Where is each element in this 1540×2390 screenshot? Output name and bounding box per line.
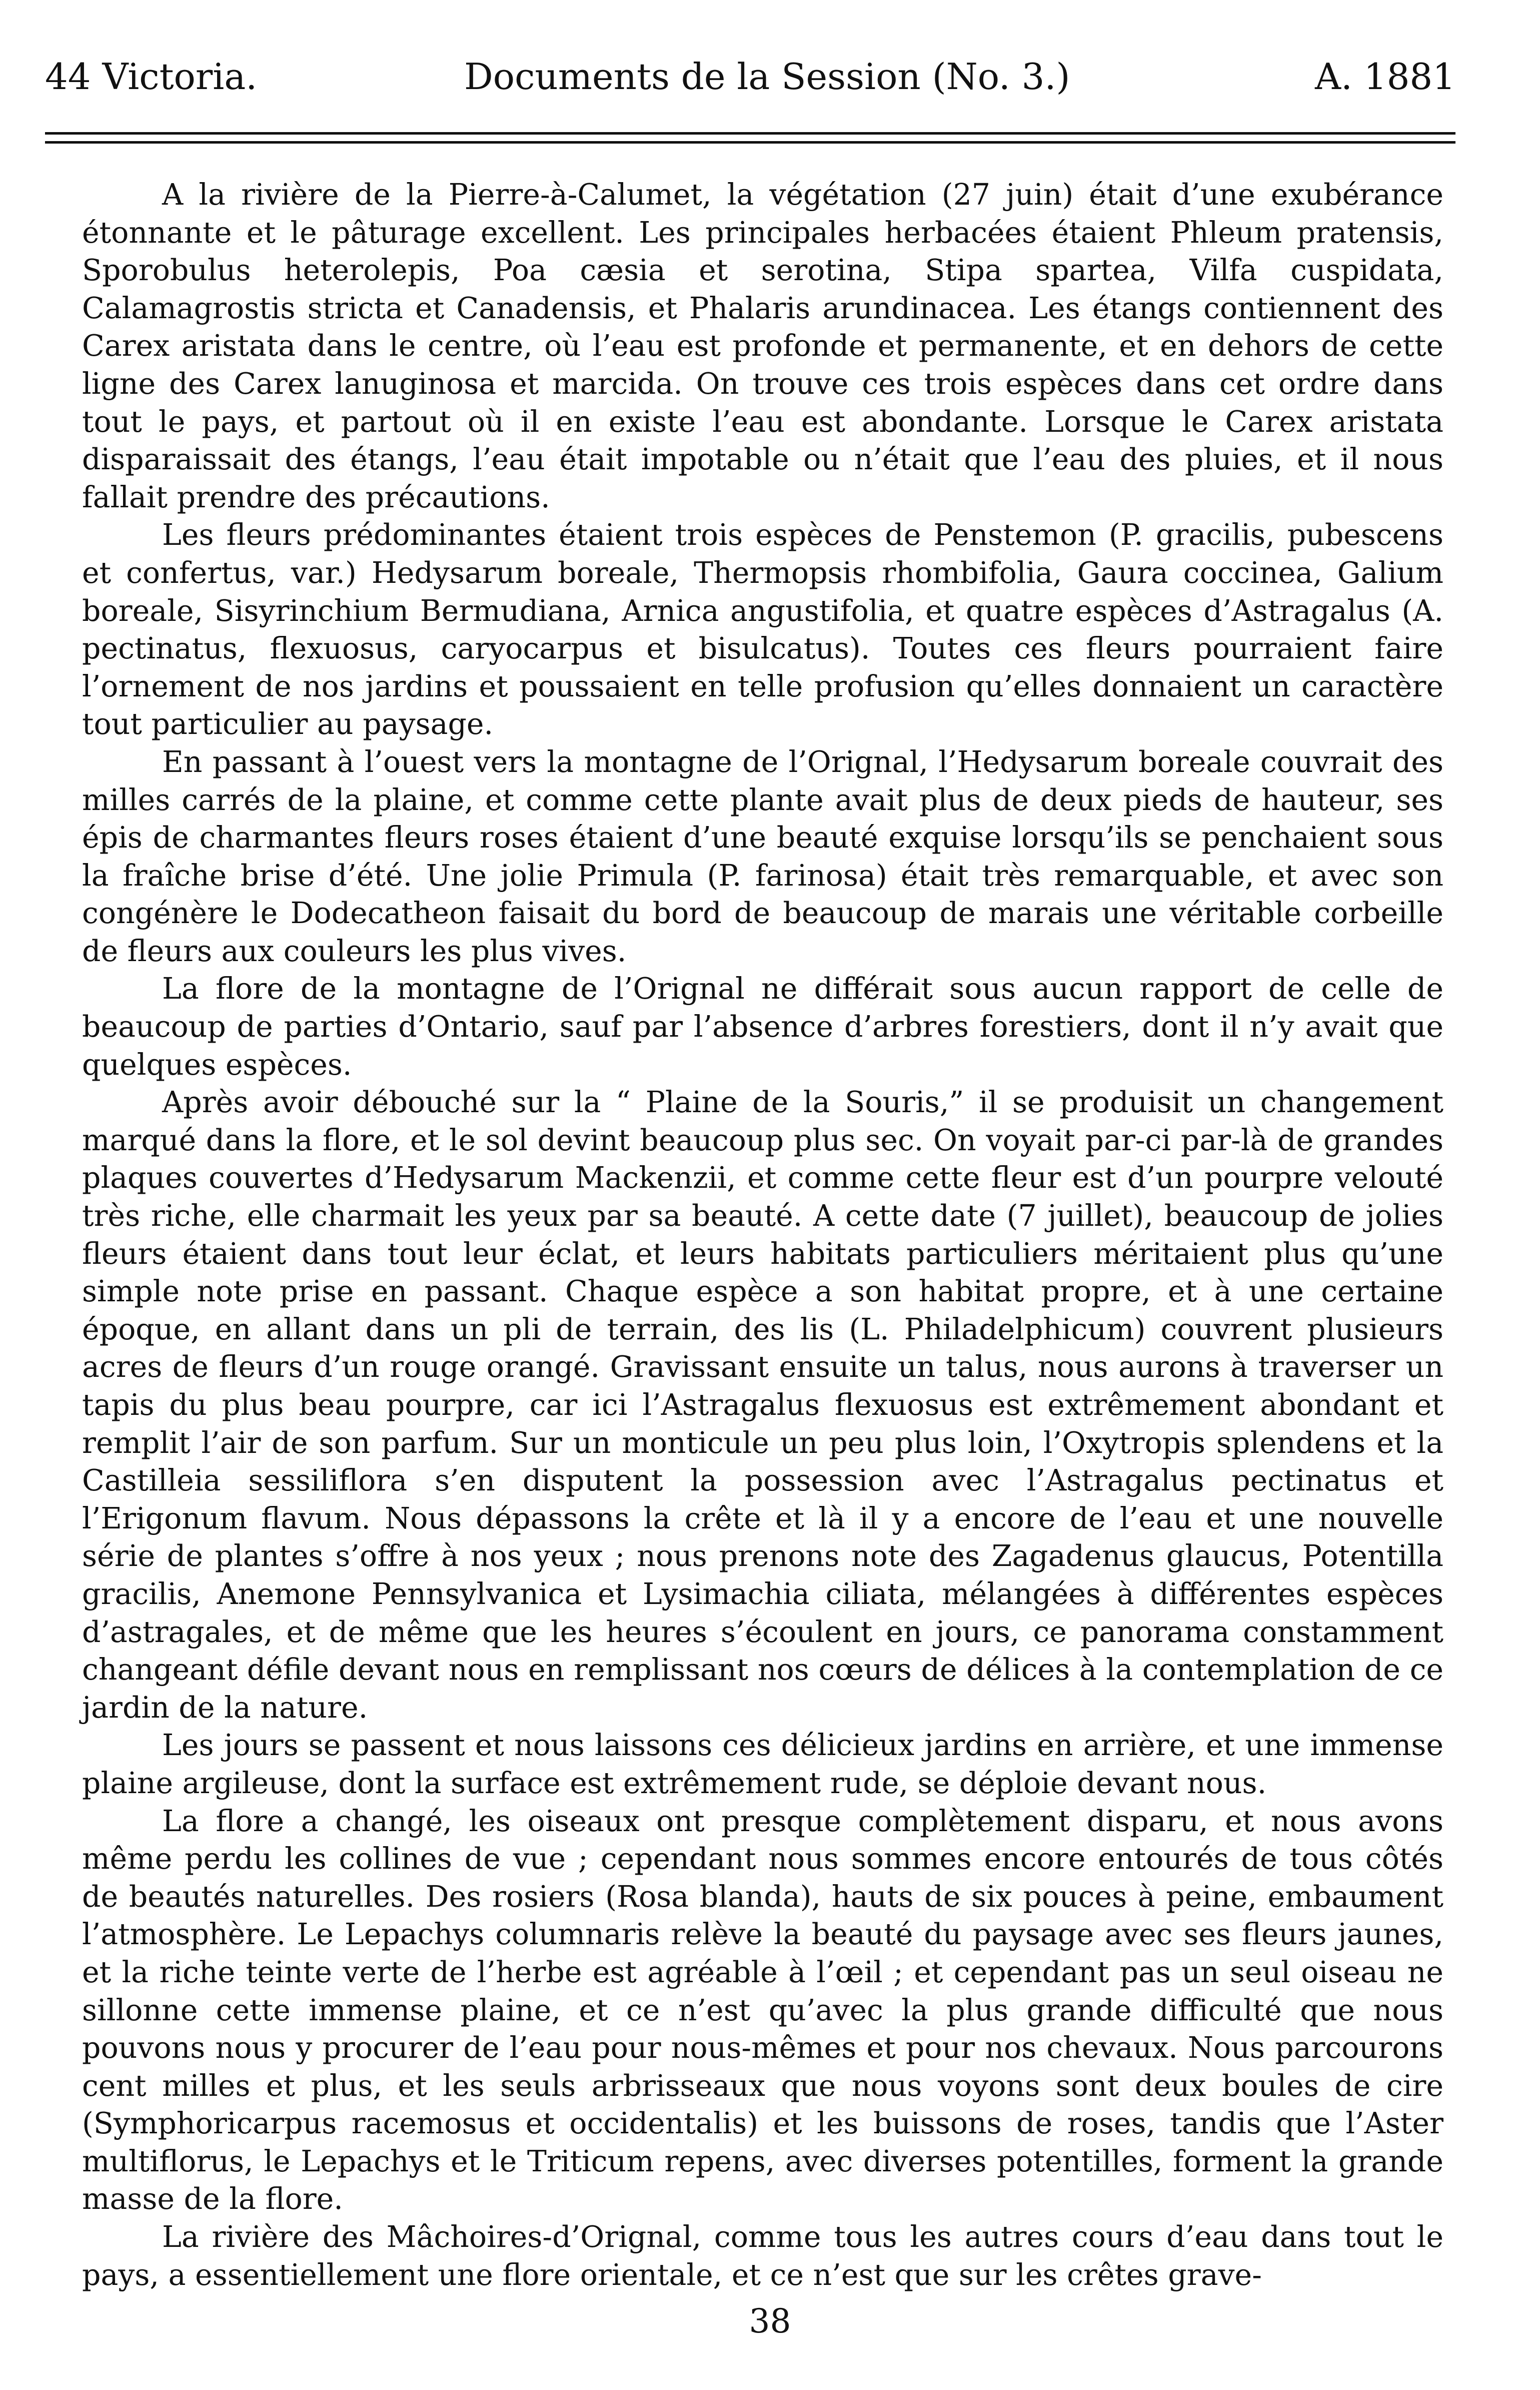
paragraph: La flore de la montagne de l’Orignal ne différait sous aucun rapport de celle de beaucoup de parties d’Ontario, sauf par l’absence d’arbres forestiers, dont il n’y avait que quelques espèces. (82, 972, 1443, 1082)
paragraph: Les fleurs prédominantes étaient trois espèces de Penstemon (P. gracilis, pubescens et confertus, var.) Hedysarum boreale, Thermopsis rhombifolia, Gaura coccinea, Galium boreale, Sisyrinchium Bermudiana, Arnica angustifolia, et quatre espèces d’Astragalus (A. pectinatus, flexuosus, caryocarpus et bisulcatus). Toutes ces fleurs pourraient faire l’ornement de nos jardins et poussaient en telle profusion qu’elles donnaient un caractère tout particulier au paysage. (82, 518, 1443, 741)
page-number: 38 (749, 2302, 791, 2340)
running-header (45, 54, 1455, 99)
body-text (82, 176, 1443, 2294)
paragraph: La rivière des Mâchoires-d’Orignal, comme tous les autres cours d’eau dans tout le pays, a essentiellement une flore orientale, et ce n’est que sur les crêtes grave- (82, 2220, 1443, 2292)
header-session-year: 44 Victoria. (45, 56, 258, 98)
header-rule-bottom (45, 141, 1455, 144)
paragraph: Les jours se passent et nous laissons ces délicieux jardins en arrière, et une immense plaine argileuse, dont la surface est extrêmement rude, se déploie devant nous. (82, 1728, 1443, 1800)
header-year: A. 1881 (1314, 56, 1455, 98)
paragraph: La flore a changé, les oiseaux ont presque complètement disparu, et nous avons même perdu les collines de vue ; cependant nous sommes encore entourés de tous côtés de beautés naturelles. Des rosiers (Rosa blanda), hauts de six pouces à peine, embaument l’atmosphère. Le Lepachys columnaris relève la beauté du paysage avec ses fleurs jaunes, et la riche teinte verte de l’herbe est agréable à l’œil ; et cependant pas un seul oiseau ne sillonne cette immense plaine, et ce n’est qu’avec la plus grande difficulté que nous pouvons nous y procurer de l’eau pour nous-mêmes et pour nos chevaux. Nous parcourons cent milles et plus, et les seuls arbrisseaux que nous voyons sont deux boules de cire (Symphoricarpus racemosus et occidentalis) et les buissons de roses, tandis que l’Aster multiflorus, le Lepachys et le Triticum repens, avec diverses potentilles, forment la grande masse de la flore. (82, 1804, 1443, 2216)
paragraph: A la rivière de la Pierre-à-Calumet, la végétation (27 juin) était d’une exubérance étonnante et le pâturage excellent. Les principales herbacées étaient Phleum pratensis, Sporobulus heterolepis, Poa cæsia et serotina, Stipa spartea, Vilfa cuspidata, Calamagrostis stricta et Canadensis, et Phalaris arundinacea. Les étangs contiennent des Carex aristata dans le centre, où l’eau est profonde et permanente, et en dehors de cette ligne des Carex lanuginosa et marcida. On trouve ces trois espèces dans cet ordre dans tout le pays, et partout où il en existe l’eau est abondante. Lorsque le Carex aristata disparaissait des étangs, l’eau était impotable ou n’était que l’eau des pluies, et il nous fallait prendre des précautions. (82, 178, 1443, 514)
paragraph: Après avoir débouché sur la “ Plaine de la Souris,” il se produisit un changement marqué dans la flore, et le sol devint beaucoup plus sec. On voyait par-ci par-là de grandes plaques couvertes d’Hedysarum Mackenzii, et comme cette fleur est d’un pourpre velouté très riche, elle charmait les yeux par sa beauté. A cette date (7 juillet), beaucoup de jolies fleurs étaient dans tout leur éclat, et leurs habitats particuliers méritaient plus qu’une simple note prise en passant. Chaque espèce a son habitat propre, et à une certaine époque, en allant dans un pli de terrain, des lis (L. Philadelphicum) couvrent plusieurs acres de fleurs d’un rouge orangé. Gravissant ensuite un talus, nous aurons à traverser un tapis du plus beau pourpre, car ici l’Astragalus flexuosus est extrêmement abondant et remplit l’air de son parfum. Sur un monticule un peu plus loin, l’Oxytropis splendens et la Castilleia sessiliflora s’en disputent la possession avec l’Astragalus pectinatus et l’Erigonum flavum. Nous dépassons la crête et là il y a encore de l’eau et une nouvelle série de plantes s’offre à nos yeux ; nous prenons note des Zagadenus glaucus, Potentilla gracilis, Anemone Pennsylvanica et Lysimachia ciliata, mélangées à différentes espèces d’astragales, et de même que les heures s’écoulent en jours, ce panorama constamment changeant défile devant nous en remplissant nos cœurs de délices à la contemplation de ce jardin de la nature. (82, 1085, 1443, 1725)
header-document-title: Documents de la Session (No. 3.) (464, 56, 1070, 98)
header-rule-top (45, 132, 1455, 135)
paragraph: En passant à l’ouest vers la montagne de l’Orignal, l’Hedysarum boreale couvrait des milles carrés de la plaine, et comme cette plante avait plus de deux pieds de hauteur, ses épis de charmantes fleurs roses étaient d’une beauté exquise lorsqu’ils se penchaient sous la fraîche brise d’été. Une jolie Primula (P. farinosa) était très remarquable, et avec son congénère le Dodecatheon faisait du bord de beaucoup de marais une véritable corbeille de fleurs aux couleurs les plus vives. (82, 744, 1443, 968)
